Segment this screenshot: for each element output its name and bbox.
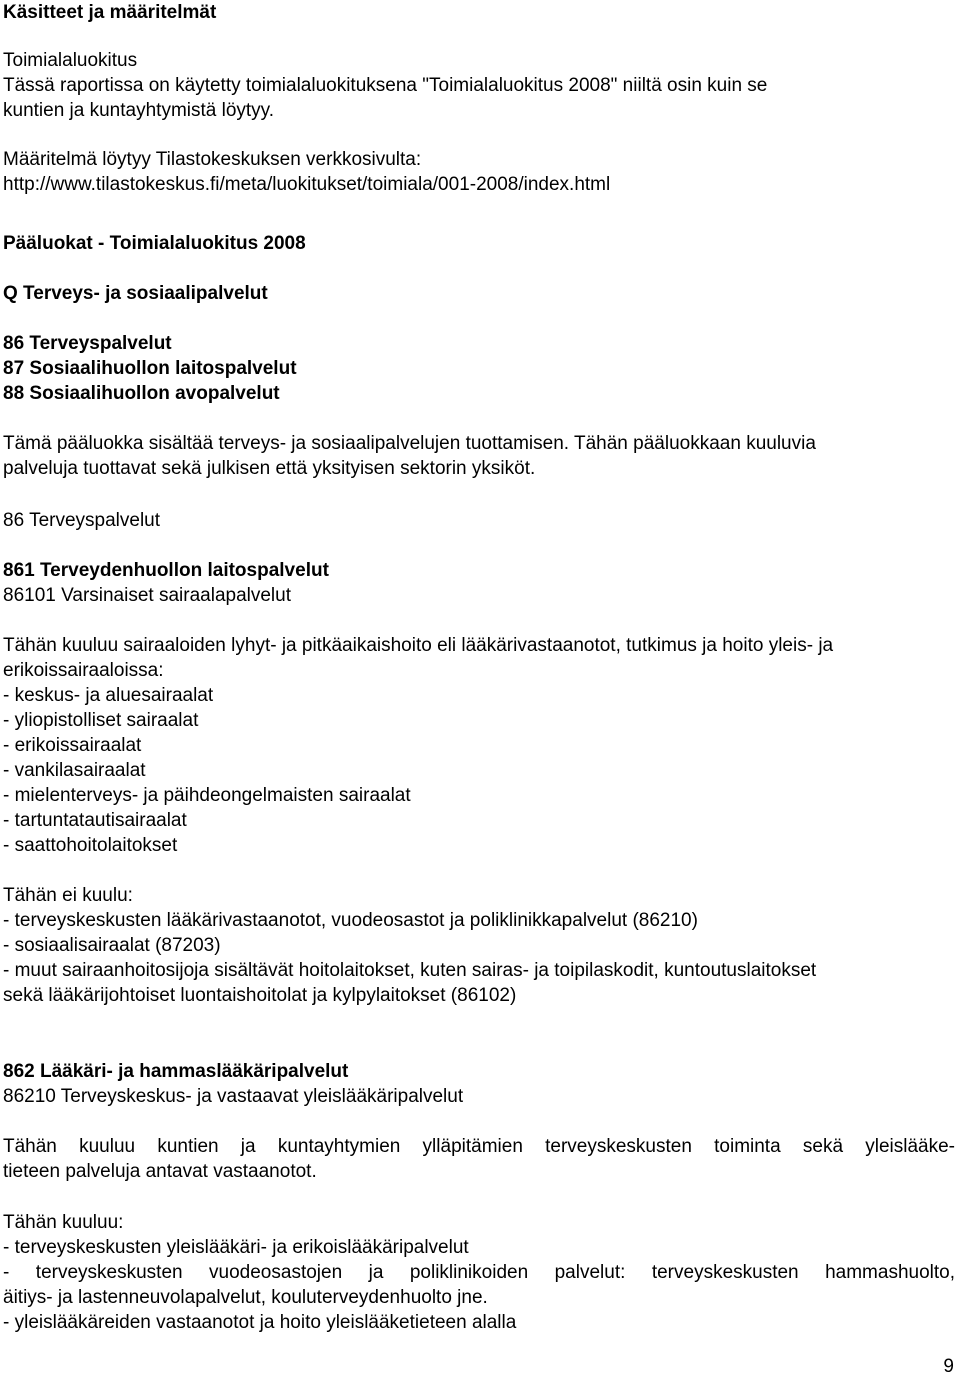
section-title-toimialaluokitus: Toimialaluokitus bbox=[3, 50, 138, 71]
list-item: - tartuntatautisairaalat bbox=[3, 810, 187, 831]
list-item: - terveyskeskusten vuodeosastojen ja poliklinikoiden palvelut: terveyskeskusten hammashuolto, bbox=[3, 1262, 955, 1283]
exclusion-title: Tähän ei kuulu: bbox=[3, 885, 133, 906]
list-item: - yleislääkäreiden vastaanotot ja hoito yleislääketieteen alalla bbox=[3, 1312, 517, 1333]
list-item: - yliopistolliset sairaalat bbox=[3, 710, 199, 731]
class-item: 86 Terveyspalvelut bbox=[3, 333, 172, 354]
class-item: 87 Sosiaalihuollon laitospalvelut bbox=[3, 358, 297, 379]
body-text: tieteen palveluja antavat vastaanotot. bbox=[3, 1161, 317, 1182]
body-text: kuntien ja kuntayhtymistä löytyy. bbox=[3, 100, 275, 121]
body-text: erikoissairaaloissa: bbox=[3, 660, 164, 681]
list-item: sekä lääkärijohtoiset luontaishoitolat ja kylpylaitokset (86102) bbox=[3, 985, 517, 1006]
list-item: - terveyskeskusten lääkärivastaanotot, vuodeosastot ja poliklinikkapalvelut (86210) bbox=[3, 910, 698, 931]
page-heading: Käsitteet ja määritelmät bbox=[3, 2, 217, 23]
list-item: - saattohoitolaitokset bbox=[3, 835, 178, 856]
list-item: - mielenterveys- ja päihdeongelmaisten sairaalat bbox=[3, 785, 411, 806]
list-item: - keskus- ja aluesairaalat bbox=[3, 685, 214, 706]
list-item: - muut sairaanhoitosijoja sisältävät hoitolaitokset, kuten sairas- ja toipilaskodit, kuntoutuslaitokset bbox=[3, 960, 817, 981]
body-text: Tässä raportissa on käytetty toimialaluokituksena "Toimialaluokitus 2008" niiltä osin kuin se bbox=[3, 75, 768, 96]
subsection-code-86210: 86210 Terveyskeskus- ja vastaavat yleislääkäripalvelut bbox=[3, 1086, 464, 1107]
list-item: - vankilasairaalat bbox=[3, 760, 146, 781]
subsection-code-86101: 86101 Varsinaiset sairaalapalvelut bbox=[3, 585, 291, 606]
body-text: Tähän kuuluu sairaaloiden lyhyt- ja pitkäaikaishoito eli lääkärivastaanotot, tutkimus ja hoito yleis- ja bbox=[3, 635, 834, 656]
body-text: palveluja tuottavat sekä julkisen että yksityisen sektorin yksiköt. bbox=[3, 458, 536, 479]
list-item: äitiys- ja lastenneuvolapalvelut, kouluterveydenhuolto jne. bbox=[3, 1287, 488, 1308]
body-text: Tähän kuuluu kuntien ja kuntayhtymien ylläpitämien terveyskeskusten toiminta sekä yleislääke- bbox=[3, 1136, 955, 1157]
class-item: 88 Sosiaalihuollon avopalvelut bbox=[3, 383, 280, 404]
list-item: - sosiaalisairaalat (87203) bbox=[3, 935, 221, 956]
body-text: Tämä pääluokka sisältää terveys- ja sosiaalipalvelujen tuottamisen. Tähän pääluokkaan kuuluvia bbox=[3, 433, 816, 454]
subsection-title-862: 862 Lääkäri- ja hammaslääkäripalvelut bbox=[3, 1061, 349, 1082]
definition-text: Määritelmä löytyy Tilastokeskuksen verkkosivulta: bbox=[3, 149, 422, 170]
subsection-title-861: 861 Terveydenhuollon laitospalvelut bbox=[3, 560, 329, 581]
list-item: - erikoissairaalat bbox=[3, 735, 142, 756]
page-number: 9 bbox=[943, 1356, 954, 1377]
section-title-paaluokat: Pääluokat - Toimialaluokitus 2008 bbox=[3, 233, 306, 254]
inclusion-title: Tähän kuuluu: bbox=[3, 1212, 124, 1233]
q-title: Q Terveys- ja sosiaalipalvelut bbox=[3, 283, 268, 304]
definition-link[interactable]: http://www.tilastokeskus.fi/meta/luokitukset/toimiala/001-2008/index.html bbox=[3, 174, 611, 195]
list-item: - terveyskeskusten yleislääkäri- ja erikoislääkäripalvelut bbox=[3, 1237, 469, 1258]
section-title-86: 86 Terveyspalvelut bbox=[3, 510, 161, 531]
